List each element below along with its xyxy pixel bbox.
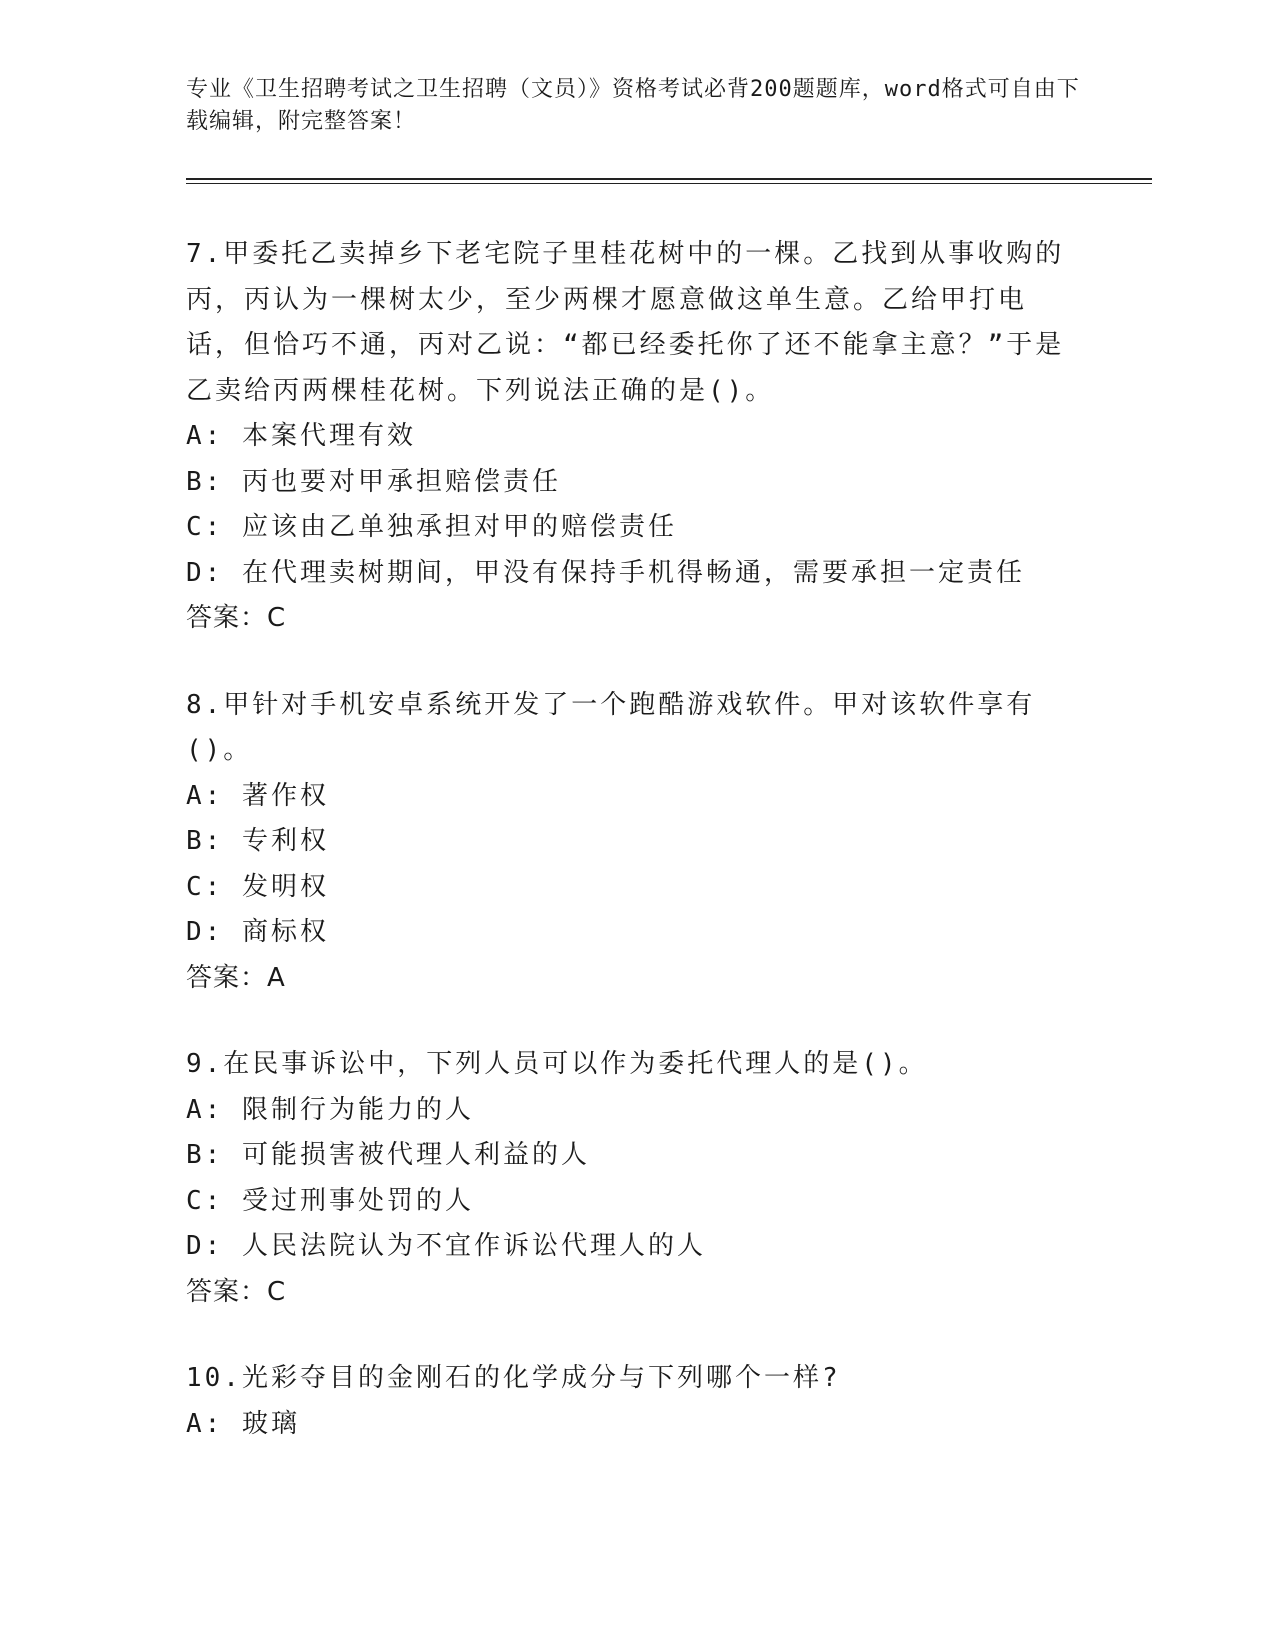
answer: 答案：A [186, 962, 286, 993]
option-d: D: 在代理卖树期间，甲没有保持手机得畅通，需要承担一定责任 [186, 557, 1025, 588]
option-c: C: 应该由乙单独承担对甲的赔偿责任 [186, 512, 677, 542]
option-c: C: 发明权 [186, 871, 329, 902]
option-d: D: 商标权 [186, 917, 329, 947]
question-8 [186, 683, 1066, 1002]
option-d: D: 人民法院认为不宜作诉讼代理人的人 [186, 1231, 706, 1261]
option-b: B: 可能损害被代理人利益的人 [186, 1140, 590, 1170]
question-stem: 7.甲委托乙卖掉乡下老宅院子里桂花树中的一棵。乙找到从事收购的丙，丙认为一棵树太少，至少两棵才愿意做这单生意。乙给甲打电话，但恰巧不通，丙对乙说：“都已经委托你了还不能拿主意？”于是乙卖给丙两棵桂花树。下列说法正确的是()。 [186, 239, 1065, 406]
question-stem: 10.光彩夺目的金刚石的化学成分与下列哪个一样? [186, 1363, 841, 1393]
question-stem: 9.在民事诉讼中，下列人员可以作为委托代理人的是()。 [186, 1049, 928, 1079]
answer: 答案：C [186, 603, 287, 633]
question-7 [186, 232, 1066, 642]
option-a: A: 限制行为能力的人 [186, 1094, 474, 1125]
question-list [186, 232, 1066, 1488]
option-a: A: 著作权 [186, 780, 329, 811]
option-b: B: 丙也要对甲承担赔偿责任 [186, 466, 561, 497]
option-c: C: 受过刑事处罚的人 [186, 1185, 474, 1216]
option-b: B: 专利权 [186, 826, 329, 856]
header-divider-thin [186, 183, 1152, 184]
question-9 [186, 1042, 1066, 1315]
option-a: A: 玻璃 [186, 1408, 300, 1439]
header-divider-thick [186, 178, 1152, 180]
question-stem: 8.甲针对手机安卓系统开发了一个跑酷游戏软件。甲对该软件享有()。 [186, 689, 1036, 765]
option-a: A: 本案代理有效 [186, 421, 416, 451]
question-10 [186, 1356, 1066, 1447]
document-header: 专业《卫生招聘考试之卫生招聘（文员）》资格考试必背200题题库，word格式可自由下载编辑，附完整答案！ [186, 77, 1080, 134]
answer: 答案：C [186, 1276, 287, 1307]
